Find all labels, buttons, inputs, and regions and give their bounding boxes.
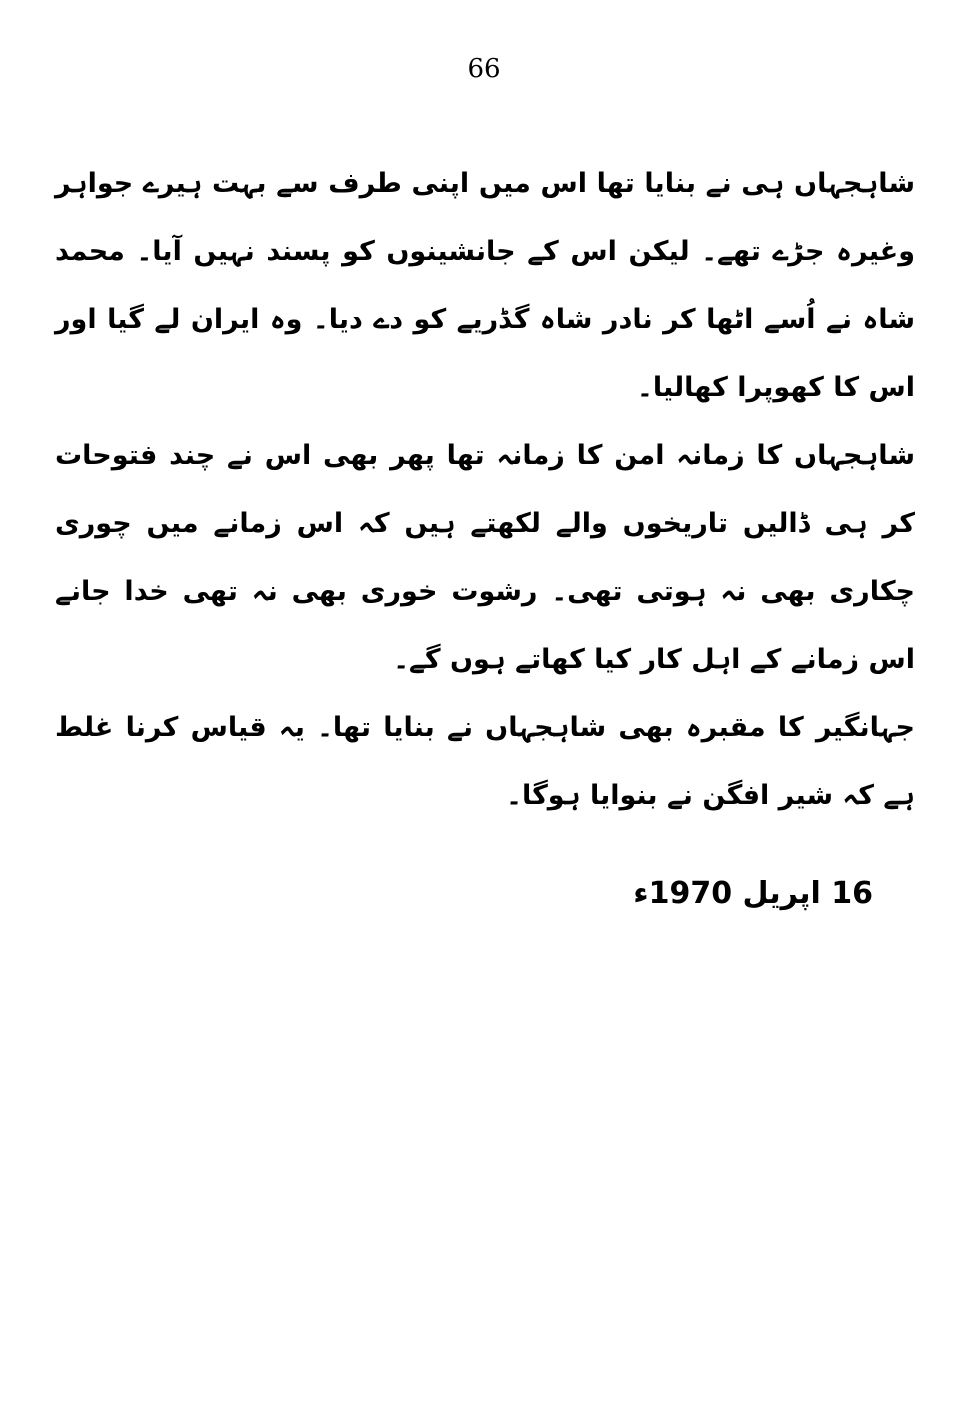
- paragraph-jahangir-tomb: جہانگیر کا مقبرہ بھی شاہجہاں نے بنایا تھا۔ یہ قیاس کرنا غلط ہے کہ شیر افگن نے بنوایا ہوگا۔: [55, 712, 915, 811]
- date-line: 16 اپریل 1970ء: [633, 876, 873, 911]
- paragraph-era-of-peace: شاہجہاں کا زمانہ امن کا زمانہ تھا پھر بھی اس نے چند فتوحات کر ہی ڈالیں تاریخوں والے لکھتے ہیں کہ اس زمانے میں چوری چکاری بھی نہ ہوتی تھی۔ رشوت خوری بھی نہ تھی خدا جانے اس زمانے کے اہل کار کیا کھاتے ہوں گے۔: [55, 440, 915, 675]
- paragraph-crown: شاہجہاں ہی نے بنایا تھا اس میں اپنی طرف سے بہت ہیرے جواہر وغیرہ جڑے تھے۔ لیکن اس کے جانشینوں کو پسند نہیں آیا۔ محمد شاہ نے اُسے اٹھا کر نادر شاہ گڈریے کو دے دیا۔ وہ ایران لے گیا اور اس کا کھوپرا کھالیا۔: [55, 168, 915, 403]
- page-number: 66: [467, 54, 501, 84]
- body-text: [55, 150, 915, 830]
